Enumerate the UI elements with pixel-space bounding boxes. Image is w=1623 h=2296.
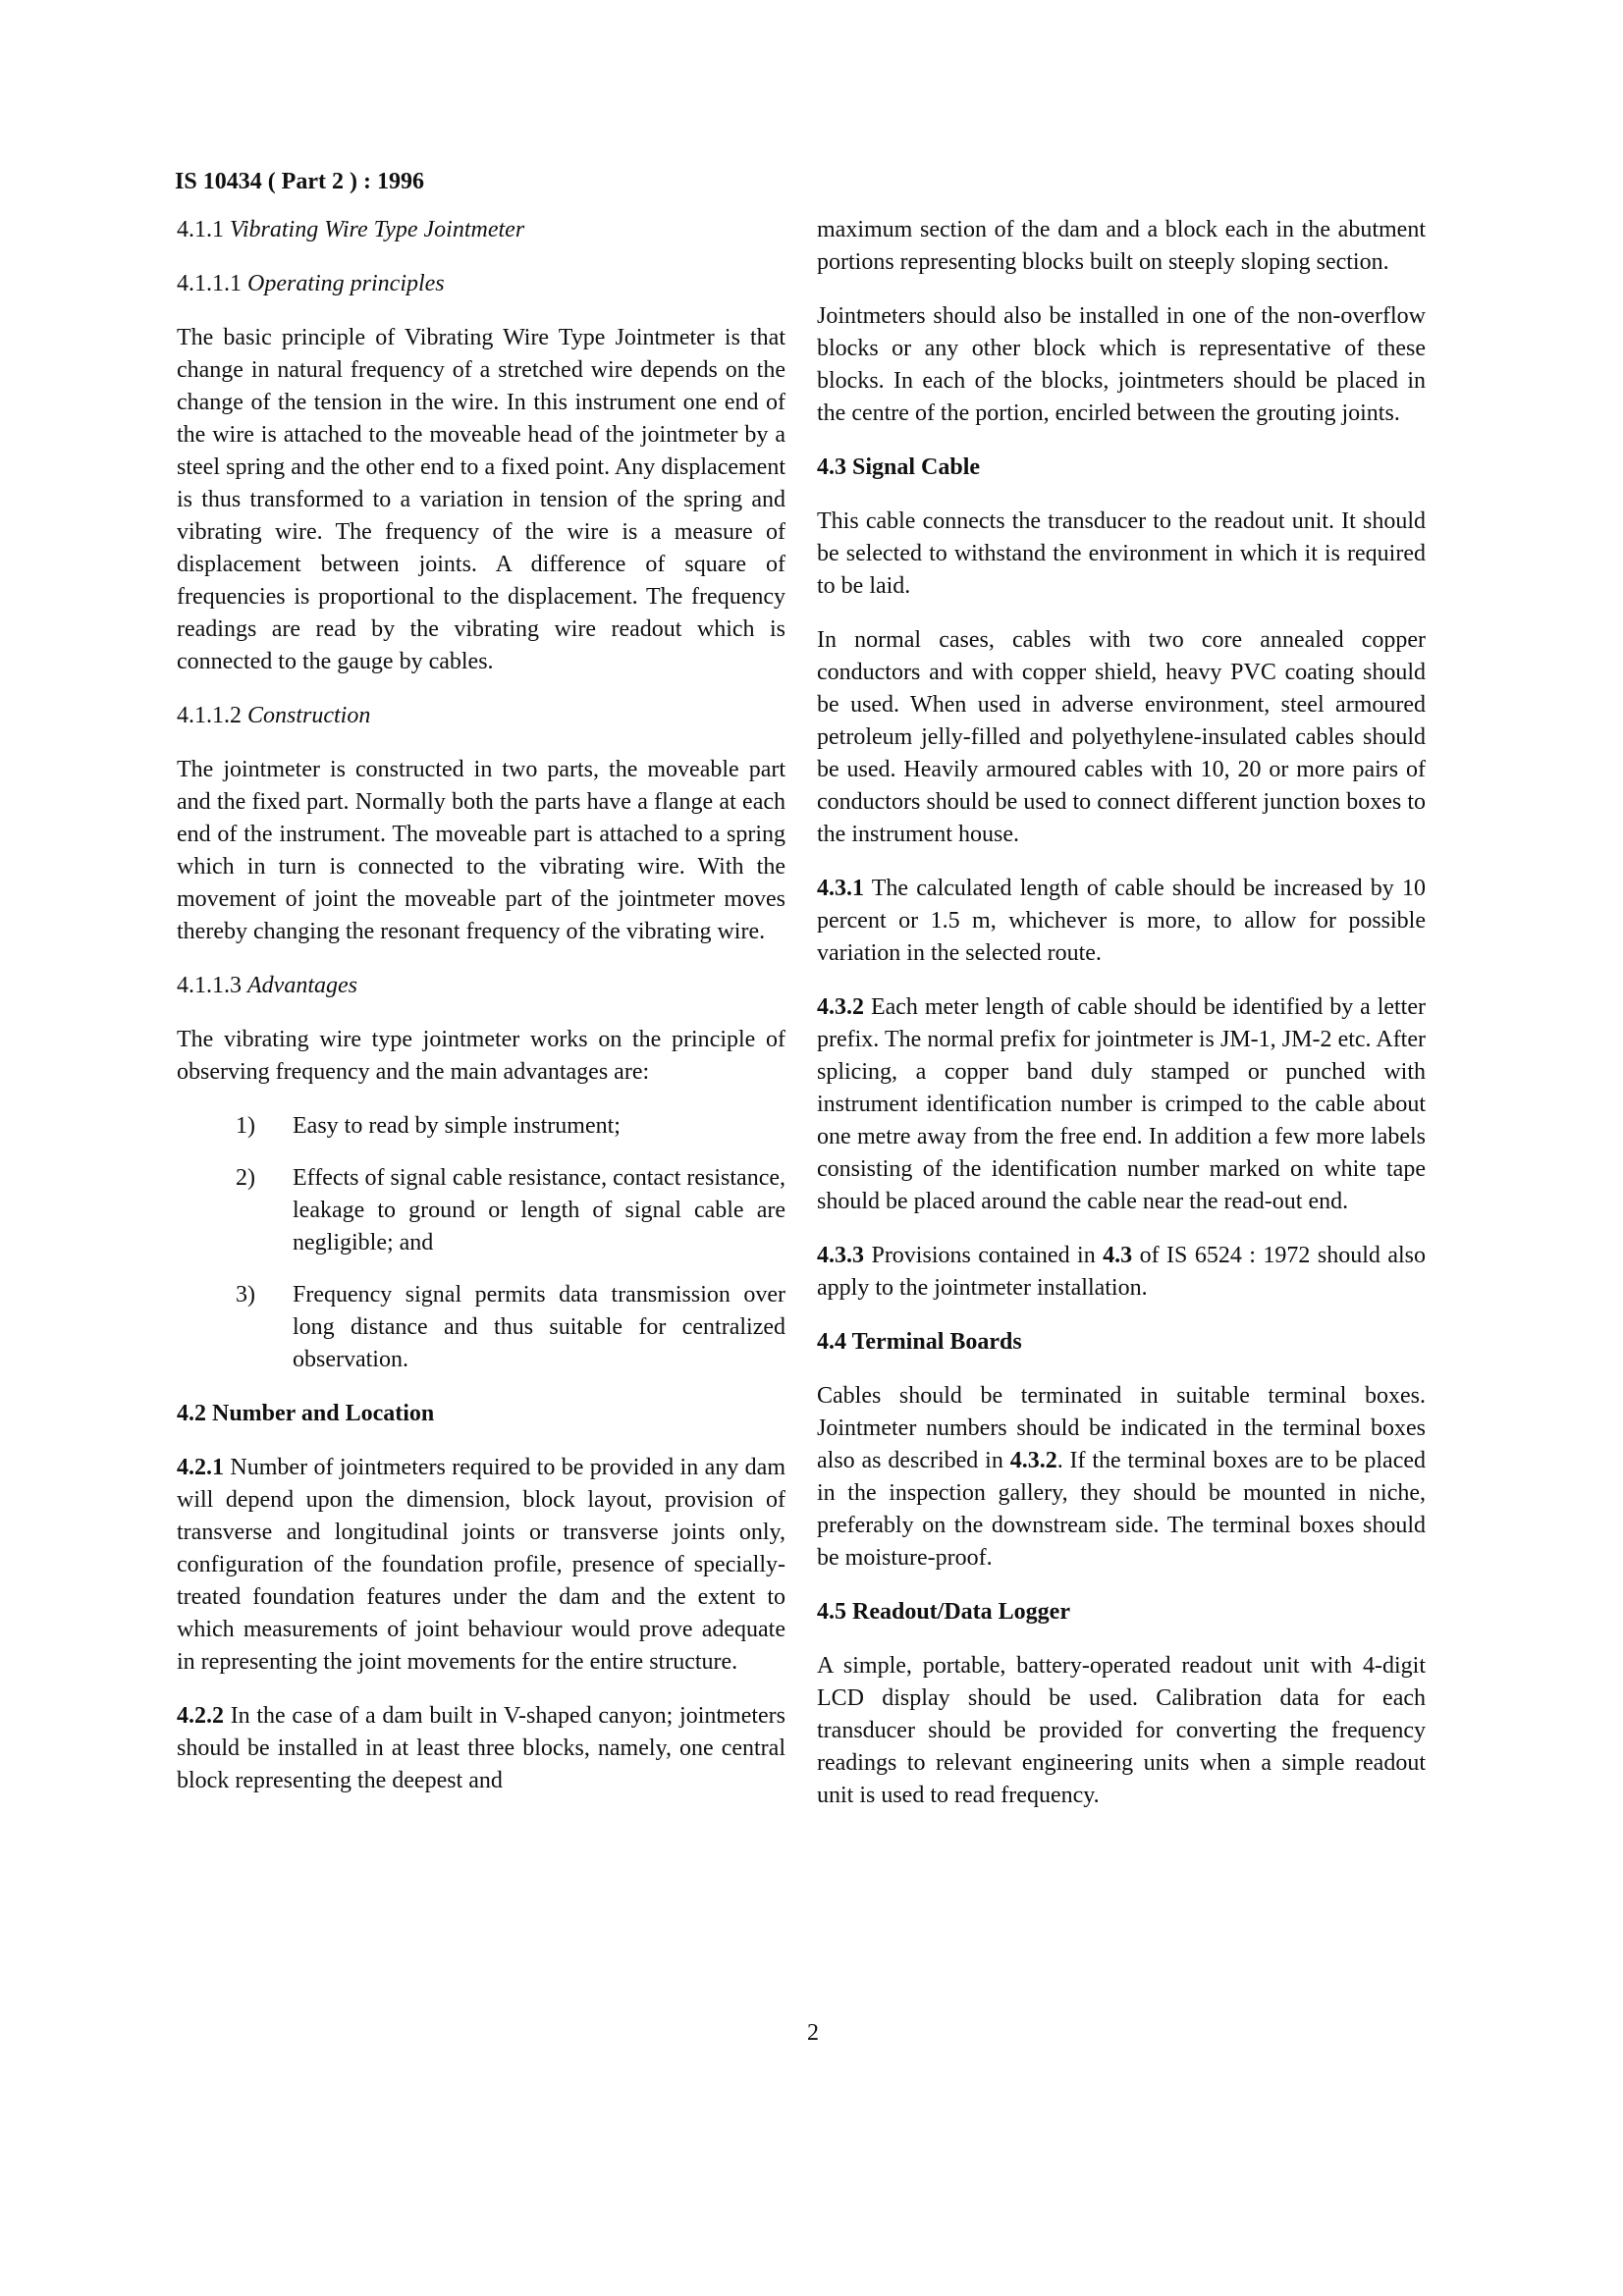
- heading-4-1-1: [177, 214, 785, 246]
- heading-number: 4.1.1.1: [177, 271, 242, 296]
- clause-reference: 4.3.2: [1009, 1448, 1057, 1473]
- list-item-number: 2): [236, 1165, 255, 1191]
- heading-4-2: [177, 1398, 785, 1430]
- document-header: IS 10434 ( Part 2 ) : 1996: [175, 169, 424, 194]
- clause-text: Number of jointmeters required to be provided in any dam will depend upon the dimension, block layout, provision of transverse and longitudinal joints or transverse joints only, configuration of the foundation profile, presence of specially-treated foundation features under the dam and the extent to which measurements of joint behaviour would prove adequate in representing the joint movements for the entire structure.: [177, 1455, 786, 1675]
- paragraph-operating-principle: The basic principle of Vibrating Wire Type Jointmeter is that change in natural frequency of a stretched wire depends on the change of the tension in the wire. In this instrument one end of the wire is attached to the moveable head of the jointmeter by a steel spring and the other end to a fixed point. Any displacement is thus transformed to a variation in tension of the spring and vibrating wire. The frequency of the wire is a measure of displacement between joints. A difference of square of frequencies is proportional to the displacement. The frequency readings are read by the vibrating wire readout which is connected to the gauge by cables.: [177, 325, 785, 674]
- paragraph-non-overflow: Jointmeters should also be installed in one of the non-overflow blocks or any other block which is representative of these blocks. In each of the blocks, jointmeters should be placed in the centre of the portion, encirled between the grouting joints.: [817, 303, 1426, 426]
- clause-text-pre: Cables should be terminated in suitable terminal boxes. Jointmeter numbers should be indicated in the terminal boxes also as described in: [817, 1383, 1426, 1473]
- heading-title: Readout/Data Logger: [852, 1599, 1070, 1625]
- heading-title: Signal Cable: [852, 454, 981, 480]
- list-item: [177, 1279, 785, 1376]
- paragraph-readout: A simple, portable, battery-operated readout unit with 4-digit LCD display should be used. Calibration data for each transducer should be provided for converting the frequency readings to relevant engineering units when a simple readout unit is used to read frequency.: [817, 1653, 1426, 1808]
- list-item-number: 1): [236, 1113, 255, 1139]
- paragraph-construction: The jointmeter is constructed in two parts, the moveable part and the fixed part. Normally both the parts have a flange at each end of the instrument. The moveable part is attached to a spring which in turn is connected to the vibrating wire. With the movement of joint the moveable part of the jointmeter moves thereby changing the resonant frequency of the vibrating wire.: [177, 757, 785, 944]
- heading-number: 4.1.1: [177, 217, 224, 242]
- heading-title: Number and Location: [212, 1401, 435, 1426]
- paragraph-4-3-2: [817, 991, 1426, 1218]
- heading-number: 4.1.1.3: [177, 973, 242, 998]
- paragraph-cable-purpose: This cable connects the transducer to the readout unit. It should be selected to withstand the environment in which it is required to be laid.: [817, 508, 1426, 599]
- heading-title: Vibrating Wire Type Jointmeter: [230, 217, 525, 242]
- heading-4-3: [817, 452, 1426, 484]
- clause-number: 4.3.3: [817, 1243, 864, 1268]
- heading-number: 4.4: [817, 1329, 846, 1355]
- heading-number: 4.1.1.2: [177, 703, 242, 728]
- heading-title: Construction: [247, 703, 371, 728]
- paragraph-4-3-1: [817, 873, 1426, 970]
- list-item: [177, 1110, 785, 1143]
- paragraph-continuation: maximum section of the dam and a block each in the abutment portions representing blocks built on steeply sloping section.: [817, 217, 1426, 275]
- clause-text: The calculated length of cable should be increased by 10 percent or 1.5 m, whichever is more, to allow for possible variation in the selected route.: [817, 876, 1426, 966]
- clause-number: 4.2.2: [177, 1703, 224, 1729]
- heading-title: Advantages: [247, 973, 357, 998]
- list-item-number: 3): [236, 1282, 255, 1308]
- clause-reference: 4.3: [1103, 1243, 1133, 1268]
- page-number: 2: [807, 2020, 819, 2046]
- paragraph-cable-types: In normal cases, cables with two core annealed copper conductors and with copper shield, heavy PVC coating should be used. When used in adverse environment, steel armoured petroleum jelly-filled and polyethylene-insulated cables should be used. Heavily armoured cables with 10, 20 or more pairs of conductors should be used to connect different junction boxes to the instrument house.: [817, 627, 1426, 847]
- paragraph-4-2-1: [177, 1452, 785, 1679]
- list-item-text: Frequency signal permits data transmission over long distance and thus suitable for centralized observation.: [293, 1282, 785, 1372]
- list-item-text: Easy to read by simple instrument;: [293, 1113, 621, 1139]
- heading-title: Terminal Boards: [851, 1329, 1022, 1355]
- paragraph-terminal-boxes: [817, 1380, 1426, 1575]
- paragraph-4-2-2: [177, 1700, 785, 1797]
- heading-title: Operating principles: [247, 271, 445, 296]
- paragraph-4-3-3: [817, 1240, 1426, 1305]
- clause-text: Each meter length of cable should be identified by a letter prefix. The normal prefix for jointmeter is JM-1, JM-2 etc. After splicing, a copper band duly stamped or punched with instrument identification number is crimped to the cable about one metre away from the free end. In addition a few more labels consisting of the identification number marked on white tape should be placed around the cable near the read-out end.: [817, 994, 1426, 1214]
- paragraph-advantages: The vibrating wire type jointmeter works on the principle of observing frequency and the main advantages are:: [177, 1027, 785, 1085]
- clause-number: 4.3.2: [817, 994, 864, 1020]
- heading-number: 4.5: [817, 1599, 846, 1625]
- left-column: [177, 214, 785, 1819]
- clause-number: 4.3.1: [817, 876, 864, 901]
- heading-4-1-1-2: [177, 700, 785, 732]
- heading-number: 4.2: [177, 1401, 206, 1426]
- clause-number: 4.2.1: [177, 1455, 224, 1480]
- right-column: [817, 214, 1426, 1834]
- heading-number: 4.3: [817, 454, 846, 480]
- clause-text: In the case of a dam built in V-shaped canyon; jointmeters should be installed in at least three blocks, namely, one central block representing the deepest and: [177, 1703, 786, 1793]
- list-item-text: Effects of signal cable resistance, contact resistance, leakage to ground or length of signal cable are negligible; and: [293, 1165, 785, 1255]
- heading-4-1-1-3: [177, 970, 785, 1002]
- heading-4-1-1-1: [177, 268, 785, 300]
- list-item: [177, 1162, 785, 1259]
- heading-4-4: [817, 1326, 1426, 1359]
- clause-text-post: of IS 6524 : 1972 should also apply to the jointmeter installation.: [817, 1243, 1427, 1301]
- clause-text-post: . If the terminal boxes are to be placed in the inspection gallery, they should be mounted in niche, preferably on the downstream side. The terminal boxes should be moisture-proof.: [817, 1448, 1426, 1571]
- heading-4-5: [817, 1596, 1426, 1629]
- clause-text-pre: Provisions contained in: [871, 1243, 1104, 1268]
- advantages-list: [177, 1110, 785, 1376]
